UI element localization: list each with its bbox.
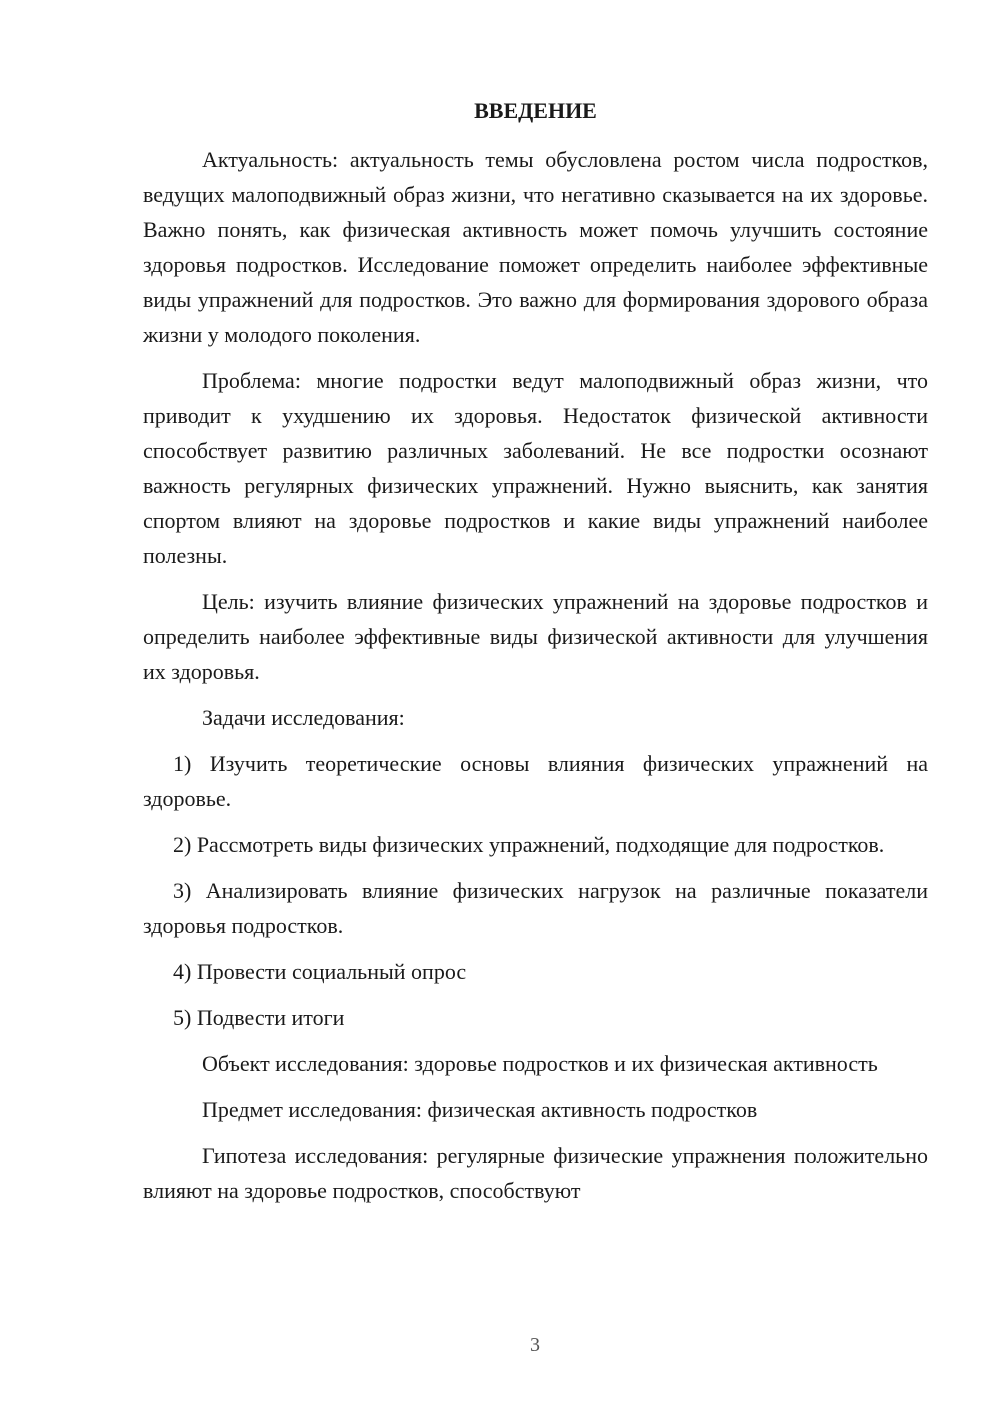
paragraph-subject: Предмет исследования: физическая активность подростков: [202, 1097, 758, 1122]
task-item-1: 1) Изучить теоретические основы влияния физических упражнений на здоровье.: [143, 751, 928, 811]
paragraph-relevance: Актуальность: актуальность темы обусловлена ростом числа подростков, ведущих малоподвижный образ жизни, что негативно сказывается на их здоровье. Важно понять, как физическая активность может помочь улучшить состояние здоровья подростков. Исследование поможет определить наиболее эффективные виды упражнений для подростков. Это важно для формирования здорового образа жизни у молодого поколения.: [143, 147, 928, 347]
task-item-2: 2) Рассмотреть виды физических упражнений, подходящие для подростков.: [173, 832, 885, 857]
section-title: ВВЕДЕНИЕ: [474, 98, 597, 123]
task-item-3: 3) Анализировать влияние физических нагрузок на различные показатели здоровья подростков.: [143, 878, 928, 938]
paragraph-problem: Проблема: многие подростки ведут малоподвижный образ жизни, что приводит к ухудшению их здоровья. Недостаток физической активности способствует развитию различных заболеваний. Не все подростки осознают важность регулярных физических упражнений. Нужно выяснить, как занятия спортом влияют на здоровье подростков и какие виды упражнений наиболее полезны.: [143, 368, 928, 568]
paragraph-goal: Цель: изучить влияние физических упражнений на здоровье подростков и определить наиболее эффективные виды физической активности для улучшения их здоровья.: [143, 589, 928, 684]
page-number: 3: [530, 1334, 540, 1356]
paragraph-hypothesis: Гипотеза исследования: регулярные физические упражнения положительно влияют на здоровье подростков, способствуют: [143, 1143, 928, 1203]
task-item-4: 4) Провести социальный опрос: [173, 959, 467, 984]
paragraph-object: Объект исследования: здоровье подростков и их физическая активность: [202, 1051, 878, 1076]
tasks-heading: Задачи исследования:: [202, 705, 405, 730]
document-body: [143, 142, 928, 1219]
task-item-5: 5) Подвести итоги: [173, 1005, 345, 1030]
